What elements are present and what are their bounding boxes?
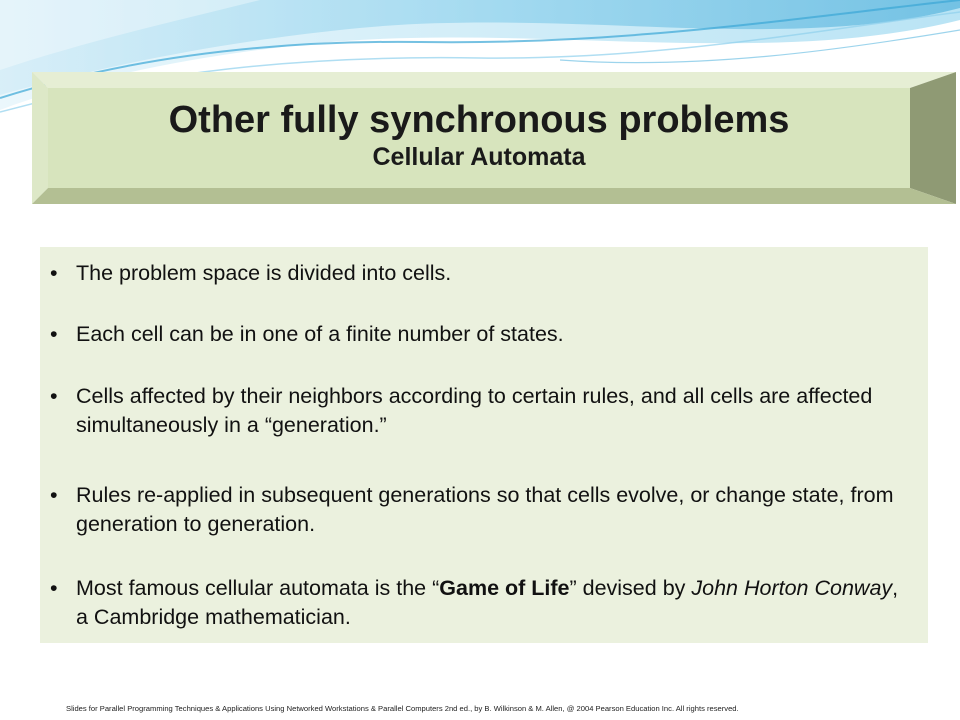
bullet-text: The problem space is divided into cells. — [76, 261, 452, 285]
bullet-marker: • — [50, 576, 58, 600]
bullet-text-part: ” devised by — [569, 576, 692, 600]
bullet-item — [50, 320, 910, 349]
author-name-emphasis: John Horton Conway — [691, 576, 893, 600]
bullet-item — [50, 481, 910, 539]
content-panel — [40, 247, 928, 643]
bullet-marker: • — [50, 322, 58, 346]
bullet-text-part: Most famous cellular automata is the “ — [76, 576, 440, 600]
bullet-item — [50, 574, 910, 632]
bullet-text — [76, 574, 910, 632]
bullet-item — [50, 382, 910, 440]
bullet-marker: • — [50, 483, 58, 507]
bullet-text: Each cell can be in one of a finite number of states. — [76, 322, 564, 346]
bullet-marker: • — [50, 384, 58, 408]
bullet-text: Rules re-applied in subsequent generations so that cells evolve, or change state, from generation to generation. — [76, 483, 894, 536]
page-title: Other fully synchronous problems — [168, 99, 790, 141]
game-of-life-emphasis: Game of Life — [439, 576, 570, 600]
bullet-marker: • — [50, 261, 58, 285]
bullet-item — [50, 259, 910, 288]
page-subtitle: Cellular Automata — [372, 143, 586, 171]
bullet-text: Cells affected by their neighbors according to certain rules, and all cells are affected simultaneously in a “generation.” — [76, 384, 873, 437]
bullet-text-part: , a Cambridge mathematician. — [76, 576, 899, 629]
footer-copyright: Slides for Parallel Programming Techniques & Applications Using Networked Workstations & Parallel Computers 2nd ed., by B. Wilkinson & M. Allen, @ 2004 Pearson Education Inc. All rights reserved. — [66, 704, 739, 713]
title-text-block — [48, 88, 910, 188]
